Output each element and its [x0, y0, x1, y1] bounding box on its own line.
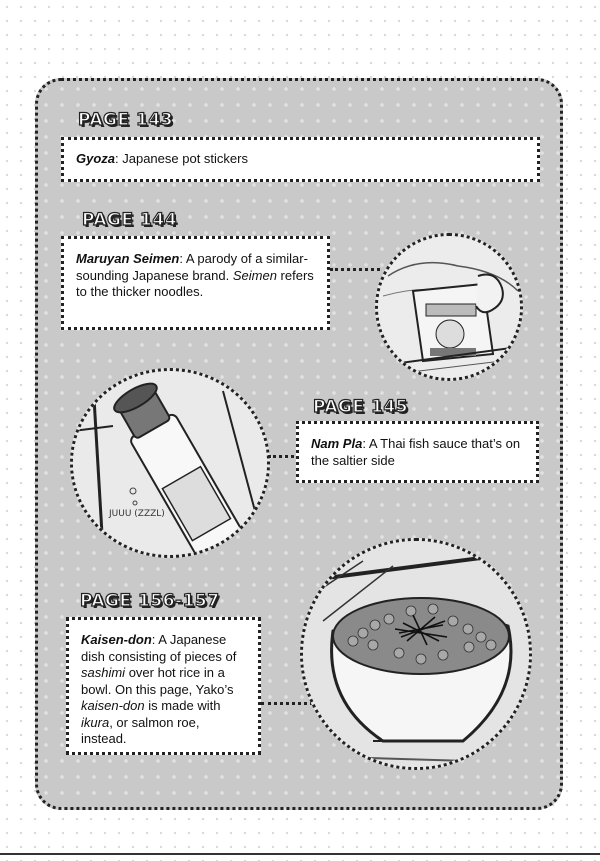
connector-144	[330, 268, 380, 271]
bottle-label-text: JUUU (ZZZL)	[109, 509, 165, 519]
kaisen-don-bowl-illustration	[300, 538, 532, 770]
kaisen-definition-2: over hot rice in a bowl. On this page, Yako’s	[81, 665, 234, 697]
kaisen-definition-1: : A Japanese dish consisting of pieces of	[81, 632, 237, 664]
nam-pla-term: Nam Pla	[311, 436, 363, 451]
page-145-heading: PAGE 145	[313, 397, 409, 417]
page-156-157-heading: PAGE 156-157	[80, 591, 220, 611]
noodle-package-illustration	[375, 233, 523, 381]
maruyan-seimen-term: Maruyan Seimen	[76, 251, 180, 266]
seimen-term: Seimen	[232, 267, 277, 283]
gyoza-definition: : Japanese pot stickers	[115, 151, 248, 166]
maruyan-definition-1: : A parody of a similar-sounding Japanese brand.	[76, 251, 308, 283]
kaisen-don-term: Kaisen-don	[81, 632, 152, 647]
nam-pla-definition: : A Thai fish sauce that’s on the saltier side	[311, 436, 521, 468]
page-143-heading: PAGE 143	[78, 110, 174, 130]
sashimi-term: sashimi	[81, 665, 126, 680]
nam-pla-note	[296, 421, 539, 483]
ikura-term: ikura	[81, 714, 110, 730]
maruyan-seimen-note	[61, 236, 330, 330]
maruyan-definition-2: refers to the thicker noodles.	[76, 267, 314, 299]
fish-sauce-bottle-illustration	[70, 368, 270, 558]
kaisen-definition-3: is made with	[144, 698, 221, 713]
bottom-rule	[0, 853, 600, 855]
page-144-heading: PAGE 144	[82, 210, 178, 230]
kaisen-definition-4: , or salmon roe, instead.	[81, 714, 200, 746]
kaisen-don-term-2: kaisen-don	[81, 698, 145, 713]
kaisen-don-note	[66, 617, 261, 755]
gyoza-note	[61, 137, 540, 182]
gyoza-term: Gyoza	[76, 151, 116, 166]
